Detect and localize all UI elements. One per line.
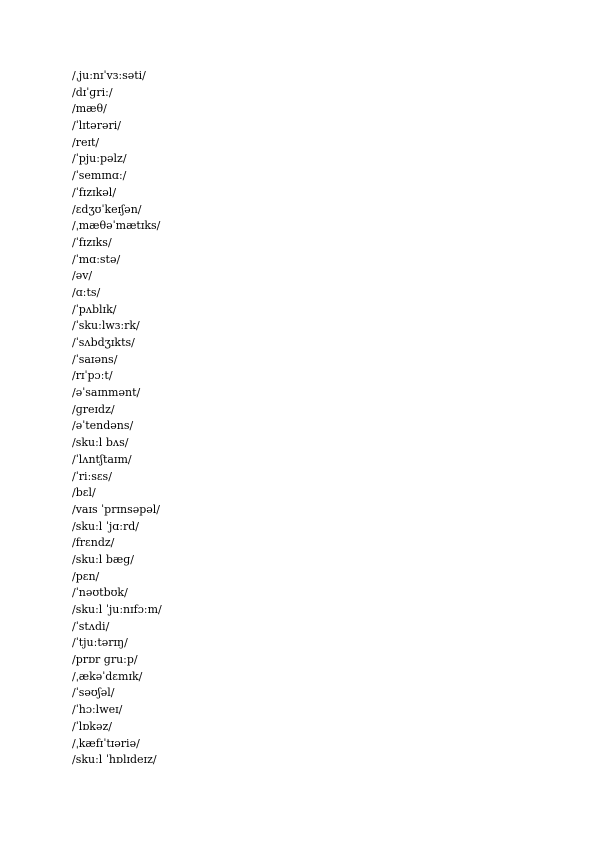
ipa-line: /ˈskuːlwɜːrk/ bbox=[72, 319, 140, 333]
ipa-line: /skuːl ˈjuːnɪfɔːm/ bbox=[72, 603, 162, 616]
ipa-line: /ˈfɪzɪkəl/ bbox=[72, 185, 117, 199]
ipa-line: /frɛndz/ bbox=[72, 536, 115, 550]
ipa-line: /ɑːts/ bbox=[72, 285, 101, 299]
ipa-line: /ˈsaɪəns/ bbox=[72, 352, 118, 366]
ipa-line: /ˈpjuːpəlz/ bbox=[72, 152, 127, 166]
ipa-line: /ˈfɪzɪks/ bbox=[72, 235, 112, 249]
ipa-line: /reɪt/ bbox=[72, 135, 100, 149]
ipa-line: /ˈsemɪnɑː/ bbox=[72, 169, 127, 183]
ipa-line: /skuːl bʌs/ bbox=[72, 436, 129, 450]
ipa-line: /ˈlɒkəz/ bbox=[72, 719, 112, 733]
ipa-line: /əv/ bbox=[72, 269, 93, 283]
ipa-line: /ˈlʌntʃtaɪm/ bbox=[72, 452, 132, 466]
ipa-line: /ɡreɪdz/ bbox=[72, 402, 115, 416]
ipa-line: /ˈpʌblɪk/ bbox=[72, 302, 117, 316]
ipa-line: /vaɪs ˈprɪnsəpəl/ bbox=[72, 502, 160, 516]
ipa-line: /skuːl ˈhɒlɪdeɪz/ bbox=[72, 753, 157, 767]
ipa-line: /ˈlɪtərəri/ bbox=[72, 119, 121, 133]
ipa-line: /skuːl ˈjɑːrd/ bbox=[72, 519, 140, 533]
ipa-line: /ˌmæθəˈmætɪks/ bbox=[72, 219, 161, 233]
ipa-line: /ˈmɑːstə/ bbox=[72, 252, 121, 266]
ipa-line: /əˈtendəns/ bbox=[72, 419, 134, 433]
ipa-line: /rɪˈpɔːt/ bbox=[72, 369, 113, 383]
ipa-line: /ˈsəʊʃəl/ bbox=[72, 686, 115, 700]
ipa-transcription-list bbox=[72, 68, 162, 769]
ipa-line: /dɪˈɡriː/ bbox=[72, 85, 113, 99]
ipa-line: /ˈriːsɛs/ bbox=[72, 469, 112, 483]
ipa-line: /skuːl bæɡ/ bbox=[72, 552, 134, 566]
ipa-line: /ˌkæfɪˈtɪəriə/ bbox=[72, 736, 140, 750]
ipa-line: /ˈhɔːlweɪ/ bbox=[72, 703, 123, 717]
ipa-line: /əˈsaɪnmənt/ bbox=[72, 386, 141, 400]
ipa-line: /ɛdʒʊˈkeɪʃən/ bbox=[72, 202, 142, 216]
ipa-line: /ˌjuːnɪˈvɜːsəti/ bbox=[72, 69, 146, 82]
ipa-line: /ˌækəˈdɛmɪk/ bbox=[72, 669, 143, 683]
ipa-line: /bɛl/ bbox=[72, 486, 96, 500]
ipa-line: /ˈstʌdi/ bbox=[72, 619, 110, 633]
ipa-line: /mæθ/ bbox=[72, 102, 107, 116]
ipa-line: /prɒr ɡruːp/ bbox=[72, 653, 138, 667]
ipa-line: /pɛn/ bbox=[72, 569, 100, 583]
ipa-line: /ˈtjuːtərɪŋ/ bbox=[72, 636, 128, 650]
ipa-line: /ˈnəʊtbʊk/ bbox=[72, 586, 128, 600]
ipa-line: /ˈsʌbdʒɪkts/ bbox=[72, 336, 135, 349]
